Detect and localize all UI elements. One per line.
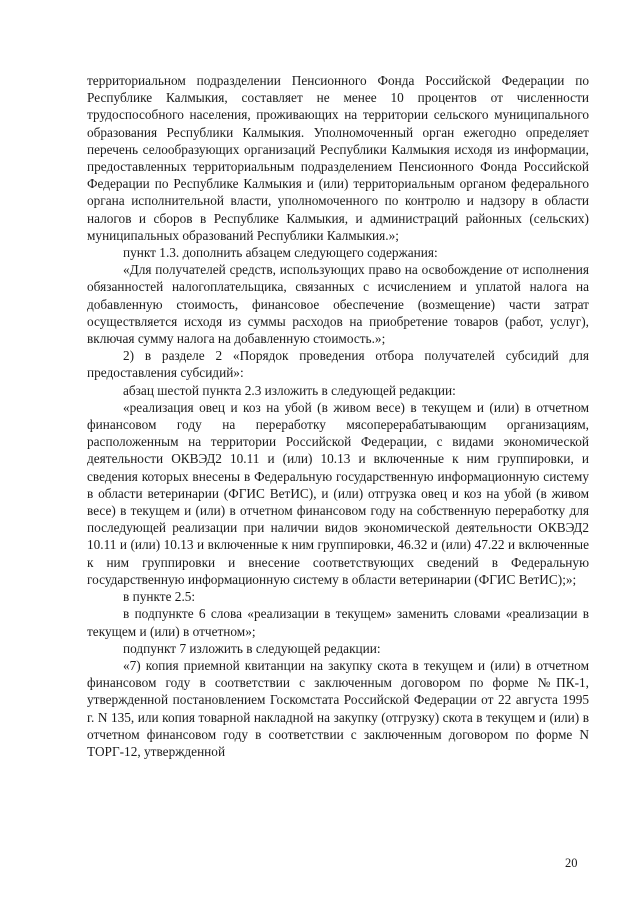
paragraph-subpoint-7: подпункт 7 изложить в следующей редакции: [123, 640, 381, 656]
document-body [87, 72, 589, 760]
paragraph-point-2-5: в пункте 2.5: [123, 589, 196, 605]
paragraph-point-2-3: абзац шестой пункта 2.3 изложить в следующей редакции: [123, 382, 456, 398]
page-number: 20 [565, 856, 578, 870]
paragraph-quote-vat: «Для получателей средств, использующих право на освобождение от исполнения обязанностей налогоплательщика, связанных с исчислением и уплатой налога на добавленную стоимость, финансовое обеспечение (возмещение) части затрат осуществляется исходя из суммы расходов на приобретение товаров (работ, услуг), включая сумму налога на добавленную стоимость.»; [87, 262, 589, 347]
paragraph-quote-sale: «реализация овец и коз на убой (в живом весе) в текущем и (или) в отчетном финансовом году на переработку мясоперерабатывающим организациям, расположенным на территории Российской Федерации, с видами экономической деятельности ОКВЭД2 10.11 и (или) 10.13 и включенные к ним группировки, и сведения которых внесены в Федеральную государственную информационную систему в области ветеринарии (ФГИС ВетИС), и (или) отгрузка овец и коз на убой (в живом весе) в текущем и (или) в отчетном финансовом году на собственную переработку для последующей реализации при наличии видов экономической деятельности ОКВЭД2 10.11 и (или) 10.13 и включенные к ним группировки, 46.32 и (или) 47.22 и включенные к ним группировки и внесение соответствующих сведений в Федеральную государственную информационную систему в области ветеринарии (ФГИС ВетИС);»; [87, 399, 589, 587]
paragraph-section-2: 2) в разделе 2 «Порядок проведения отбора получателей субсидий для предоставления субсидий»: [87, 348, 589, 381]
paragraph-point-1-3: пункт 1.3. дополнить абзацем следующего содержания: [123, 245, 438, 261]
paragraph-continuation: территориальном подразделении Пенсионного Фонда Российской Федерации по Республике Калмыкия, составляет не менее 10 процентов от численности трудоспособного населения, проживающих на территории сельского муниципального образования Республики Калмыкия. Уполномоченный орган ежегодно определяет перечень селообразующих организаций Республики Калмыкия исходя из информации, предоставленных территориальным подразделением Пенсионного Фонда Российской Федерации по Республике Калмыкия и (или) территориальным органом федерального органа исполнительной власти, уполномоченного по контролю и надзору в области налогов и сборов в Республике Калмыкия, и администраций районных (сельских) муниципальных образований Республики Калмыкия.»; [87, 73, 589, 243]
paragraph-quote-receipt: «7) копия приемной квитанции на закупку скота в текущем и (или) в отчетном финансовом году в соответствии с заключенным договором по форме №ПК-1, утвержденной постановлением Госкомстата Российской Федерации от 22 августа 1995 г. N 135, или копия товарной накладной на закупку (отгрузку) скота в текущем и (или) в отчетном финансовом году в соответствии с заключенным договором по форме N ТОРГ-12, утвержденной [87, 657, 589, 759]
paragraph-subpoint-6: в подпункте 6 слова «реализации в текущем» заменить словами «реализации в текущем и (или) в отчетном»; [87, 606, 589, 639]
